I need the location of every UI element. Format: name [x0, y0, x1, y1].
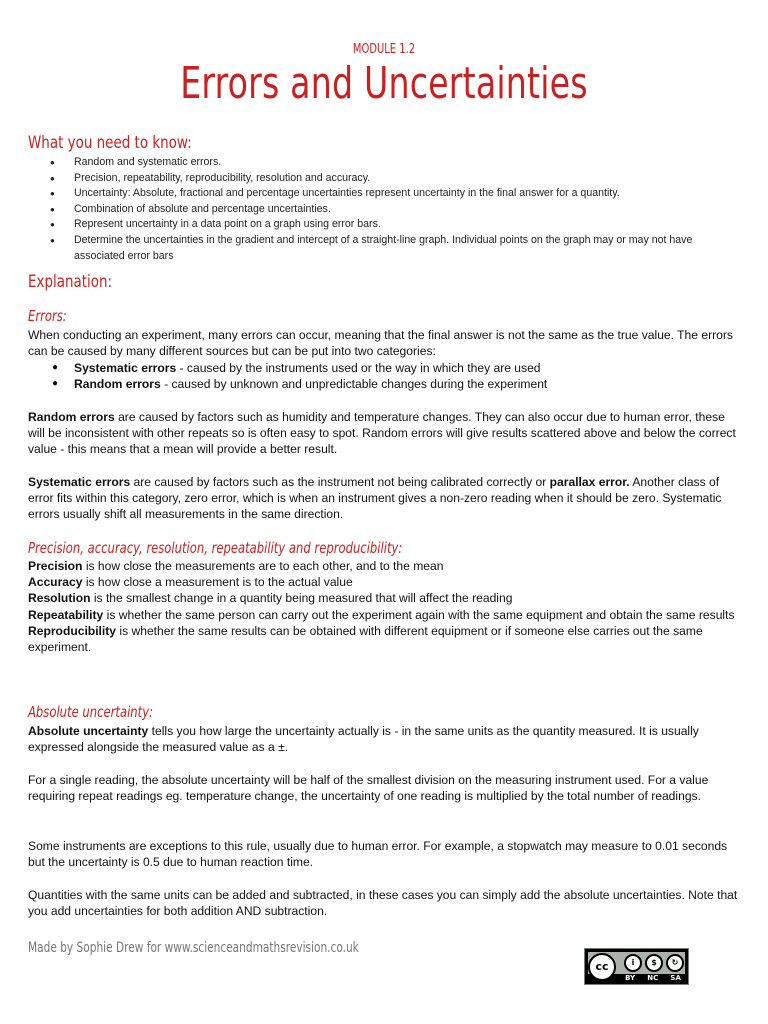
page-title: Errors and Uncertainties — [180, 58, 588, 109]
list-item: ● Uncertainty: Absolute, fractional and percentage uncertainties represent uncertainty in the final answer for a quantity. — [50, 186, 740, 202]
attribution-icon: i — [624, 954, 642, 972]
definition: - caused by the instruments used or the way in which they are used — [176, 361, 541, 375]
precision-definitions — [28, 558, 744, 655]
list-item — [52, 360, 742, 376]
list-item: ● Precision, repeatability, reproducibility, resolution and accuracy. — [50, 171, 740, 187]
list-item — [52, 376, 742, 392]
footer-credit: Made by Sophie Drew for www.scienceandmathsrevision.co.uk — [28, 940, 359, 956]
term: Systematic errors — [28, 475, 131, 489]
cc-labels — [619, 974, 687, 982]
cc-license-badge[interactable] — [584, 948, 689, 985]
cc-badge-top — [588, 952, 685, 974]
term: Accuracy — [28, 575, 83, 590]
list-item: ● Represent uncertainty in a data point on a graph using error bars. — [50, 217, 740, 233]
term: Repeatability — [28, 607, 104, 622]
absolute-paragraph-2: For a single reading, the absolute uncertainty will be half of the smallest division on the measuring instrument used. For a value requiring repeat readings eg. temperature change, the uncertainty of one reading is multiplied by the total number of readings. — [28, 773, 709, 804]
definition-row — [28, 623, 744, 655]
text: is whether the same person can carry out the experiment again with the same equipment and obtain the same results — [103, 607, 735, 622]
term: Random errors — [74, 377, 161, 392]
cc-label-nc: NC — [647, 974, 659, 982]
term: Random errors — [28, 410, 115, 424]
cc-label-by: BY — [625, 974, 636, 982]
explanation-heading: Explanation: — [28, 272, 113, 292]
list-item: ● Combination of absolute and percentage uncertainties. — [50, 202, 740, 218]
absolute-paragraph-1 — [28, 723, 744, 755]
absolute-paragraph-4: Quantities with the same units can be added and subtracted, in these cases you can simply add the absolute uncertainties. Note that you add uncertainties for both addition AND subtraction. — [28, 888, 738, 919]
term: Resolution — [28, 591, 91, 606]
text: is the smallest change in a quantity being measured that will affect the reading — [90, 591, 513, 606]
errors-heading: Errors: — [28, 307, 67, 325]
precision-heading: Precision, accuracy, resolution, repeatability and reproducibility: — [28, 539, 403, 557]
definition: - caused by unknown and unpredictable changes during the experiment — [160, 377, 548, 392]
know-heading: What you need to know: — [28, 133, 192, 153]
share-alike-icon: ↻ — [666, 954, 684, 972]
non-commercial-icon: $ — [645, 954, 663, 972]
text: is whether the same results can be obtained with different equipment or if someone else carries out the same experiment. — [28, 623, 703, 655]
list-item: ● Random and systematic errors. — [50, 155, 740, 171]
absolute-heading: Absolute uncertainty: — [28, 703, 153, 721]
definition-row — [28, 574, 744, 590]
text: are caused by factors such as the instrument not being calibrated correctly or — [130, 475, 550, 489]
module-label: MODULE 1.2 — [352, 42, 416, 57]
text: is how close the measurements are to each other, and to the mean — [82, 559, 444, 573]
definition-row — [28, 590, 744, 606]
cc-icon: cc — [588, 953, 616, 981]
cc-label-sa: SA — [670, 974, 681, 982]
know-list — [50, 155, 740, 264]
errors-intro: When conducting an experiment, many errors can occur, meaning that the final answer is not the same as the true value. The errors can be caused by many different sources but can be put into two categories: — [28, 328, 733, 359]
term: parallax error. — [549, 475, 630, 489]
text: is how close a measurement is to the actual value — [82, 575, 353, 590]
systematic-errors-paragraph — [28, 474, 744, 523]
definition-row — [28, 558, 744, 574]
text: Another class of error fits within this category, zero error, which is when an instrument gives a non-zero reading when it should be zero. Systematic errors usually shift all measurements in the same direction. — [28, 475, 722, 522]
definition-row — [28, 607, 744, 623]
term: Precision — [28, 559, 83, 573]
text: are caused by factors such as humidity and temperature changes. They can also occur due to human error, these will be inconsistent with other repeats so is often easy to spot. Random errors will give results scattered above and below the correct value - this means that a mean will provide a better result. — [28, 410, 736, 457]
term: Reproducibility — [28, 623, 117, 638]
term: Systematic errors — [74, 361, 177, 375]
random-errors-paragraph — [28, 409, 744, 458]
errors-bullets — [52, 360, 742, 392]
absolute-paragraph-3: Some instruments are exceptions to this rule, usually due to human error. For example, a stopwatch may measure to 0.01 seconds but the uncertainty is 0.5 due to human reaction time. — [28, 839, 728, 870]
term: Absolute uncertainty — [28, 724, 149, 738]
list-item: ● Determine the uncertainties in the gradient and intercept of a straight-line graph. Individual points on the graph may or may not have associated error bars — [50, 233, 740, 264]
text: tells you how large the uncertainty actually is - in the same units as the quantity measured. It is usually expressed alongside the measured value as a ±. — [28, 724, 699, 755]
